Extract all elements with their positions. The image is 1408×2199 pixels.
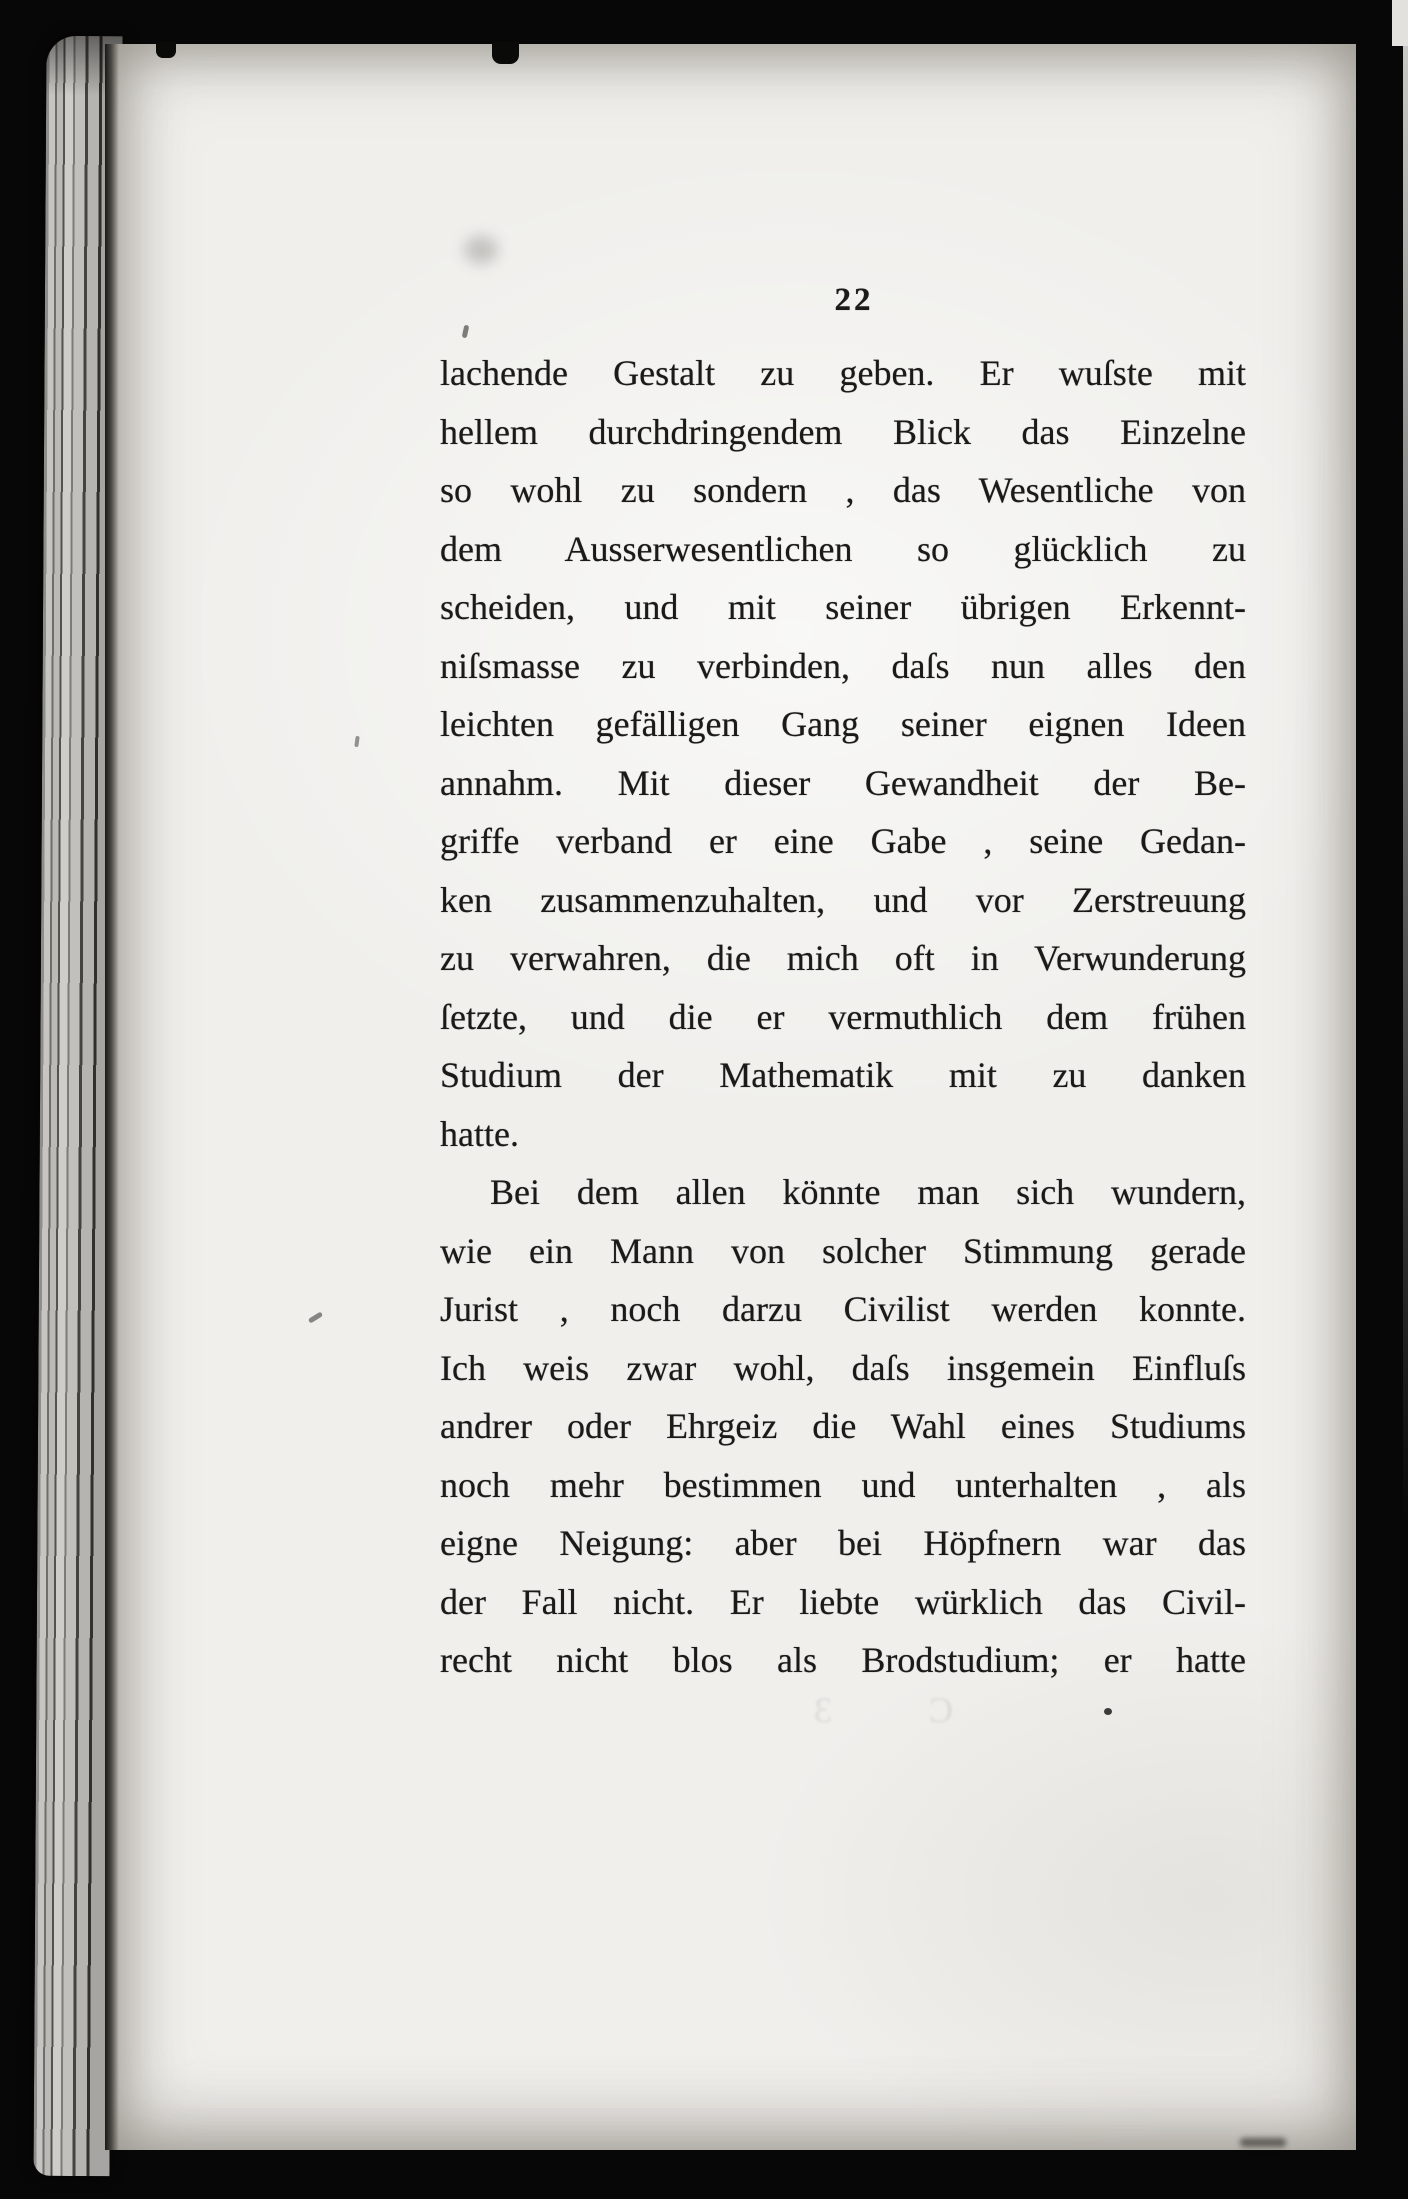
text-line: Ich weis zwar wohl, daſs insgemein Einfluſs xyxy=(440,1347,1246,1388)
text-line: eigne Neigung: aber bei Höpfnern war das xyxy=(440,1523,1246,1563)
text-line: Jurist , noch darzu Civilist werden konnte. xyxy=(440,1289,1246,1329)
text-line: annahm. Mit dieser Gewandheit der Be- xyxy=(440,762,1246,803)
text-line: lachende Gestalt zu geben. Er wuſste mit xyxy=(440,353,1246,393)
page-edge-line xyxy=(1403,46,1408,1526)
text-line: Studium der Mathematik mit zu danken xyxy=(440,1055,1246,1095)
text-line: wie ein Mann von solcher Stimmung gerade xyxy=(440,1230,1246,1271)
text-line: noch mehr bestimmen und unterhalten , als xyxy=(440,1464,1246,1505)
ghost-bleedthrough-mark: C 3 xyxy=(769,1690,953,1730)
text-line: hellem durchdringendem Blick das Einzelne xyxy=(440,411,1246,452)
text-line: leichten gefälligen Gang seiner eignen Ideen xyxy=(440,704,1246,744)
book-page xyxy=(108,44,1356,2150)
text-line: zu verwahren, die mich oft in Verwunderung xyxy=(440,938,1246,978)
text-line: Bei dem allen könnte man sich wundern, xyxy=(490,1172,1246,1212)
paper-stain xyxy=(464,236,498,264)
ink-speck xyxy=(462,325,470,339)
page-edge-notch xyxy=(492,42,519,64)
ink-speck xyxy=(354,736,359,747)
text-block xyxy=(440,344,1246,1690)
text-line: scheiden, und mit seiner übrigen Erkennt- xyxy=(440,587,1246,627)
text-line: hatte. xyxy=(440,1113,519,1154)
text-line: griffe verband er eine Gabe , seine Gedan- xyxy=(440,821,1246,861)
text-line: niſsmasse zu verbinden, daſs nun alles den xyxy=(440,645,1246,686)
text-line: ſetzte, und die er vermuthlich dem frühen xyxy=(440,996,1246,1037)
ink-speck xyxy=(1104,1708,1112,1715)
page-number: 22 xyxy=(834,282,874,318)
text-line: recht nicht blos als Brodstudium; er hatte xyxy=(440,1640,1246,1680)
ink-speck xyxy=(308,1311,323,1323)
text-line: andrer oder Ehrgeiz die Wahl eines Studiums xyxy=(440,1406,1246,1446)
text-line: der Fall nicht. Er liebte würklich das Civil- xyxy=(440,1581,1246,1622)
text-line: dem Ausserwesentlichen so glücklich zu xyxy=(440,528,1246,569)
text-line: so wohl zu sondern , das Wesentliche von xyxy=(440,470,1246,510)
edge-smudge xyxy=(1240,2138,1286,2147)
adjacent-page-sliver xyxy=(1392,0,1408,46)
text-line: ken zusammenzuhalten, und vor Zerstreuung xyxy=(440,879,1246,920)
page-edge-notch xyxy=(156,42,176,58)
